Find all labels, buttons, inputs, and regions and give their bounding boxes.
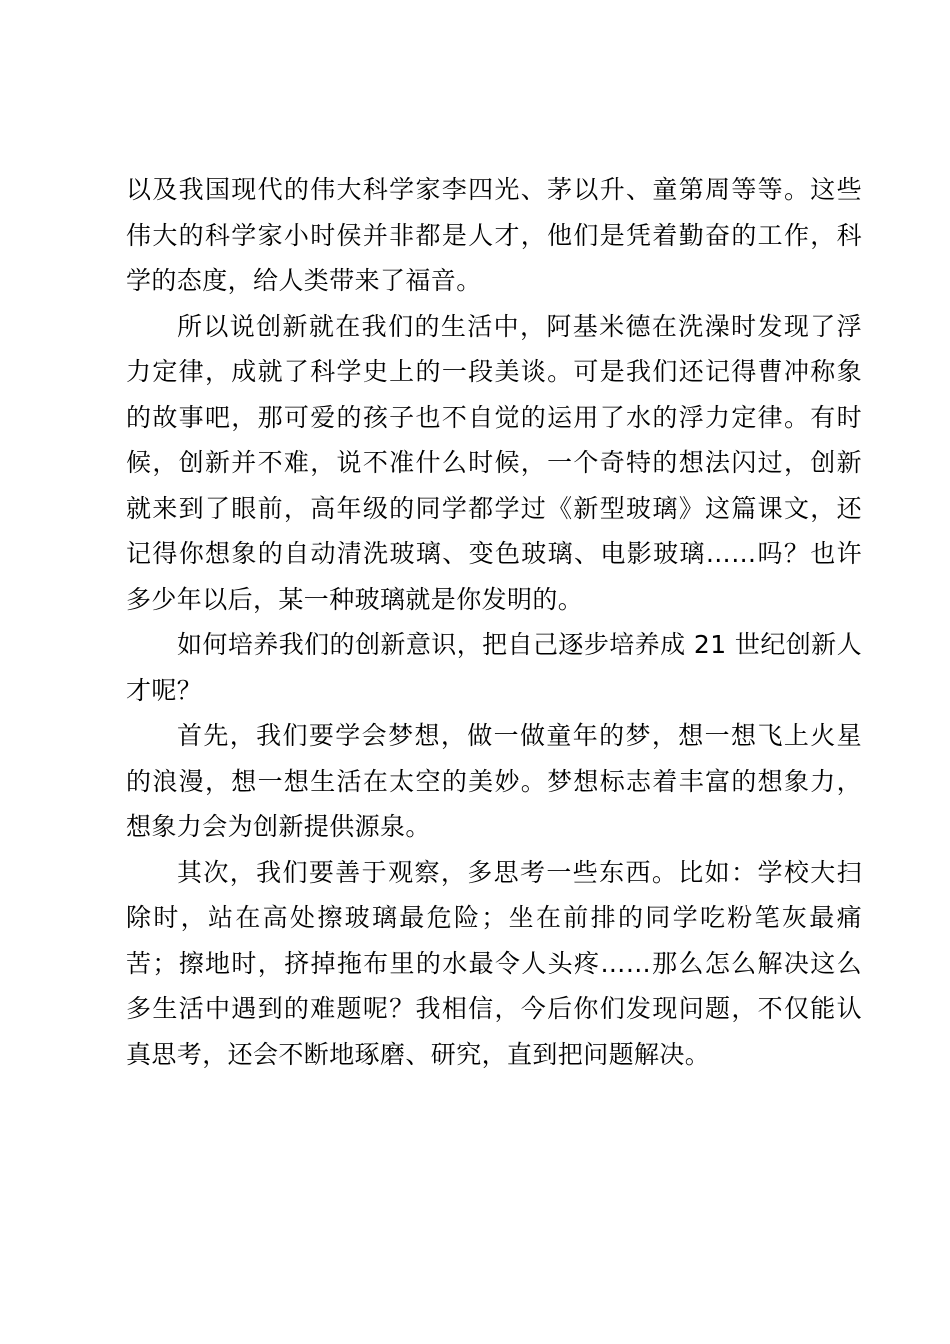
- paragraph-innovation-in-life: 所以说创新就在我们的生活中，阿基米德在洗澡时发现了浮力定律，成就了科学史上的一段美谈。可是我们还记得曹冲称象的故事吧，那可爱的孩子也不自觉的运用了水的浮力定律。有时候，创新并不难，说不准什么时候，一个奇特的想法闪过，创新就来到了眼前，高年级的同学都学过《新型玻璃》这篇课文，还记得你想象的自动清洗玻璃、变色玻璃、电影玻璃……吗？也许多少年以后，某一种玻璃就是你发明的。: [126, 311, 862, 614]
- paragraph-continuation: 以及我国现代的伟大科学家李四光、茅以升、童第周等等。这些伟大的科学家小时侯并非都是人才，他们是凭着勤奋的工作，科学的态度，给人类带来了福音。: [126, 175, 862, 295]
- paragraph-first-dream: 首先，我们要学会梦想，做一做童年的梦，想一想飞上火星的浪漫，想一想生活在太空的美妙。梦想标志着丰富的想象力，想象力会为创新提供源泉。: [126, 721, 862, 841]
- document-body: [126, 167, 862, 1077]
- paragraph-second-observe: 其次，我们要善于观察，多思考一些东西。比如：学校大扫除时，站在高处擦玻璃最危险；坐在前排的同学吃粉笔灰最痛苦；擦地时，挤掉拖布里的水最令人头疼……那么怎么解决这么多生活中遇到的难题呢？我相信，今后你们发现问题，不仅能认真思考，还会不断地琢磨、研究，直到把问题解决。: [126, 857, 862, 1069]
- paragraph-question: 如何培养我们的创新意识，把自己逐步培养成 21 世纪创新人才呢？: [126, 630, 862, 705]
